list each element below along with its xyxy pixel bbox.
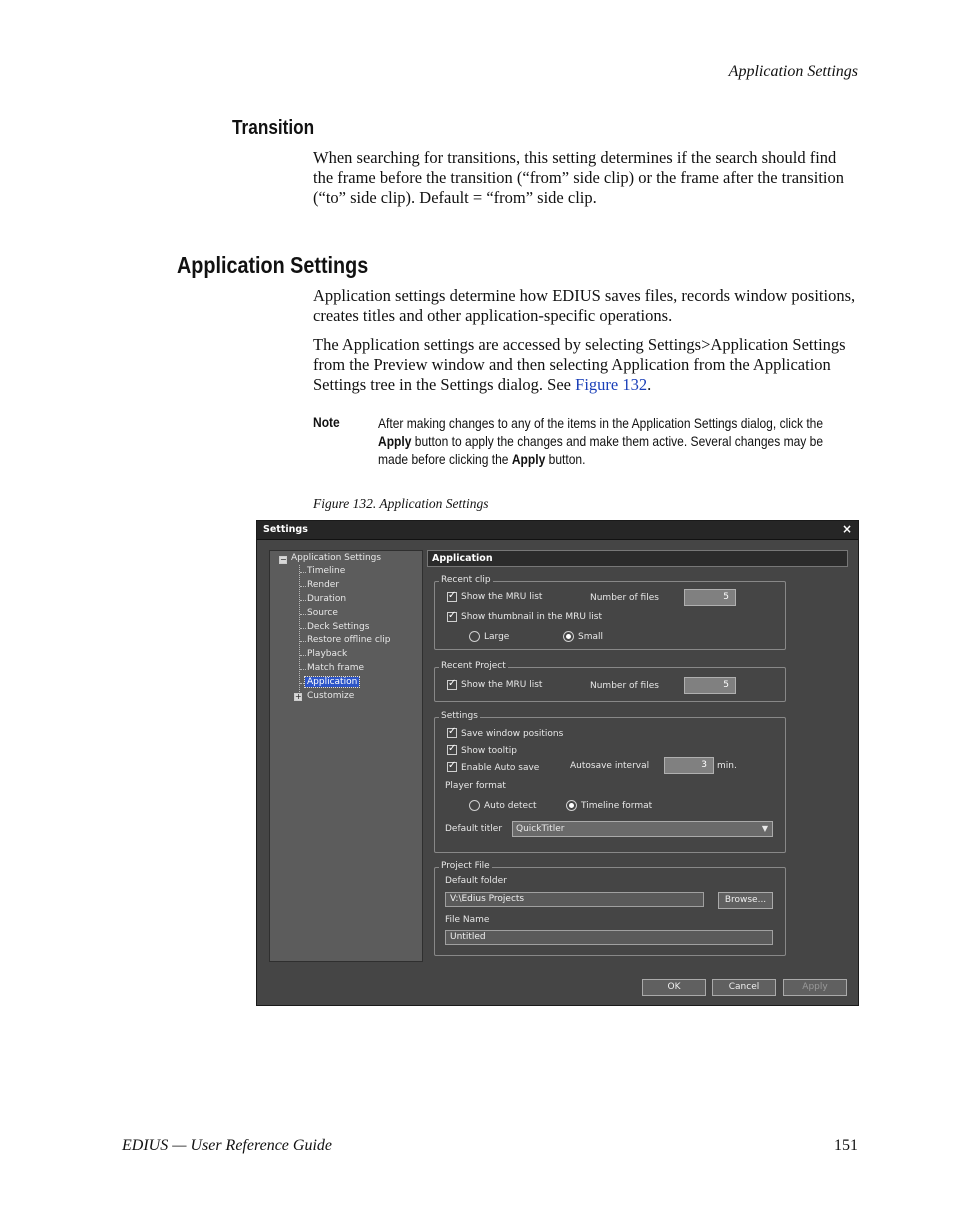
settings-dialog	[256, 520, 859, 1006]
note-t3: button.	[545, 451, 586, 467]
note-t1: After making changes to any of the items in the Application Settings dialog, click the	[378, 415, 824, 431]
small-label: Small	[578, 632, 603, 642]
project-show-mru-checkbox[interactable]	[447, 680, 457, 690]
browse-button[interactable]: Browse...	[718, 892, 773, 909]
small-radio[interactable]	[563, 631, 574, 642]
default-titler-label: Default titler	[445, 824, 503, 834]
number-of-files-label: Number of files	[590, 593, 659, 603]
recent-clip-group	[434, 575, 786, 650]
panel-header	[427, 550, 848, 567]
enable-autosave-checkbox[interactable]	[447, 762, 457, 772]
file-name-input[interactable]: Untitled	[445, 930, 773, 945]
auto-detect-radio[interactable]	[469, 800, 480, 811]
auto-detect-label: Auto detect	[484, 801, 537, 811]
project-show-mru-label: Show the MRU list	[461, 680, 543, 690]
recent-project-group	[434, 661, 786, 702]
tree-branch	[300, 641, 306, 642]
note-label: Note	[313, 414, 340, 430]
page-number: 151	[834, 1137, 858, 1154]
tree-item-match-frame[interactable]: Match frame	[307, 663, 365, 673]
app-settings-para2	[313, 335, 858, 395]
figure-caption: Figure 132. Application Settings	[313, 496, 489, 511]
transition-heading: Transition	[232, 117, 315, 139]
note-apply-2: Apply	[511, 451, 546, 467]
tree-root[interactable]: Application Settings	[291, 553, 382, 563]
tree-item-timeline[interactable]: Timeline	[307, 566, 346, 576]
settings-group	[434, 711, 786, 853]
tree-item-application[interactable]: Application	[307, 677, 358, 687]
recent-clip-label: Recent clip	[441, 575, 491, 585]
chevron-down-icon: ▼	[761, 824, 768, 833]
tree-item-customize[interactable]: Customize	[307, 691, 355, 701]
apply-button[interactable]: Apply	[783, 979, 847, 996]
large-radio[interactable]	[469, 631, 480, 642]
tree-branch	[300, 600, 306, 601]
panel-title: Application	[432, 553, 493, 564]
tree-branch	[300, 628, 306, 629]
tree-branch	[300, 669, 306, 670]
show-mru-label: Show the MRU list	[461, 592, 543, 602]
save-window-checkbox[interactable]	[447, 728, 457, 738]
default-folder-label: Default folder	[445, 876, 507, 886]
project-number-of-files-input[interactable]: 5	[684, 677, 736, 694]
running-header: Application Settings	[728, 63, 858, 80]
player-format-label: Player format	[445, 781, 506, 791]
tree-item-restore-offline-clip[interactable]: Restore offline clip	[307, 635, 391, 645]
tree-item-render[interactable]: Render	[307, 580, 340, 590]
dialog-titlebar	[257, 521, 858, 540]
timeline-format-radio[interactable]	[566, 800, 577, 811]
recent-project-label: Recent Project	[441, 661, 506, 671]
tree-item-duration[interactable]: Duration	[307, 594, 347, 604]
collapse-icon[interactable]: −	[280, 555, 287, 564]
project-number-of-files-label: Number of files	[590, 681, 659, 691]
para2-end: .	[647, 375, 652, 394]
close-icon[interactable]: ×	[841, 522, 852, 536]
number-of-files-input[interactable]: 5	[684, 589, 736, 606]
tree-branch	[300, 586, 306, 587]
tree-branch	[300, 614, 306, 615]
tree-item-source[interactable]: Source	[307, 608, 338, 618]
tree-item-deck-settings[interactable]: Deck Settings	[307, 622, 370, 632]
show-thumbnail-checkbox[interactable]	[447, 612, 457, 622]
settings-tree[interactable]	[269, 550, 423, 962]
application-settings-heading: Application Settings	[177, 252, 369, 278]
file-name-label: File Name	[445, 915, 490, 925]
project-file-label: Project File	[441, 861, 490, 871]
figure-132-link[interactable]: Figure 132	[575, 375, 648, 394]
ok-button[interactable]: OK	[642, 979, 706, 996]
tree-item-playback[interactable]: Playback	[307, 649, 348, 659]
large-label: Large	[484, 632, 510, 642]
default-titler-value: QuickTitler	[516, 824, 565, 834]
show-mru-checkbox[interactable]	[447, 592, 457, 602]
autosave-interval-input[interactable]: 3	[664, 757, 714, 774]
project-file-group	[434, 861, 786, 956]
note-text	[378, 414, 825, 468]
expand-icon[interactable]: +	[295, 692, 302, 701]
app-settings-para1: Application settings determine how EDIUS saves files, records window positions, creates titles and other application-specific operations.	[313, 286, 856, 325]
tree-branch	[300, 655, 306, 656]
transition-body: When searching for transitions, this setting determines if the search should find the frame before the transition (“from” side clip) or the frame after the transition (“to” side clip). Default = “from” side clip.	[313, 148, 844, 207]
show-thumbnail-label: Show thumbnail in the MRU list	[461, 612, 603, 622]
para2-text: The Application settings are accessed by selecting Settings>Application Settings from the Preview window and then selecting Application from the Application Settings tree in the Settings dialog. See	[313, 335, 846, 394]
show-tooltip-checkbox[interactable]	[447, 745, 457, 755]
settings-label: Settings	[441, 711, 478, 721]
save-window-label: Save window positions	[461, 729, 564, 739]
enable-autosave-label: Enable Auto save	[461, 763, 540, 773]
note-apply-1: Apply	[378, 433, 412, 449]
default-folder-input[interactable]: V:\Edius Projects	[445, 892, 704, 907]
show-tooltip-label: Show tooltip	[461, 746, 517, 756]
cancel-button[interactable]: Cancel	[712, 979, 776, 996]
note-t2: button to apply the changes and make them active. Several changes may be made before clicking the	[378, 433, 824, 467]
tree-branch	[300, 572, 306, 573]
dialog-title: Settings	[263, 524, 308, 535]
autosave-interval-label: Autosave interval	[570, 761, 650, 771]
footer-title: EDIUS — User Reference Guide	[122, 1137, 333, 1154]
default-titler-select[interactable]	[512, 821, 773, 837]
autosave-unit: min.	[717, 761, 737, 771]
timeline-format-label: Timeline format	[581, 801, 653, 811]
